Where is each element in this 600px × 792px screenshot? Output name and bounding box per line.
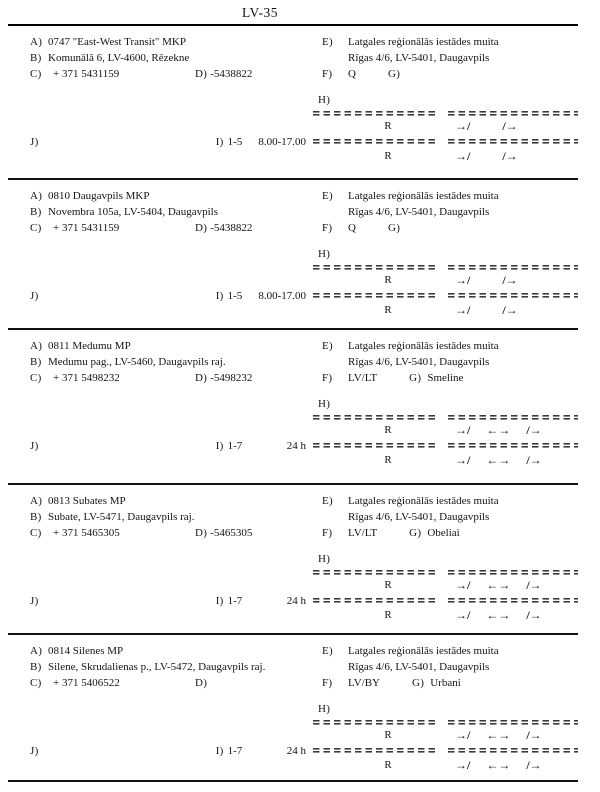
fax-number: -5498232 [210,372,253,384]
field-f-label: F) [322,222,333,234]
traffic-arrows [455,579,542,592]
authority-address: Rīgas 4/6, LV-5401, Daugavpils [348,356,490,368]
fax-group [195,222,252,235]
fax-group [195,68,252,81]
traffic-arrows [455,759,542,772]
arrow-in: /→ [526,423,542,437]
field-b-label: B) [30,356,42,368]
dashed-road-line [313,443,437,448]
dashed-road-line [313,415,437,420]
customs-post-section [0,483,600,637]
field-i-label: I) [215,595,224,607]
border-row [322,677,461,690]
field-a-label: A) [30,645,43,657]
arrow-both-ways: ←→ [486,728,511,742]
arrow-both-ways: ←→ [486,578,511,592]
field-f-label: F) [322,677,333,689]
border-code: LV/LT [348,527,378,539]
road-class-r: R [384,454,392,466]
arrow-in: /→ [502,273,518,287]
field-h-label: H) [318,398,331,410]
field-j-label: J) [30,290,39,302]
working-days: 1-7 [227,745,243,757]
border-row [322,527,460,540]
road-class-r: R [384,274,392,286]
field-f-label: F) [322,527,333,539]
post-code-name: 0747 "East-West Transit" MKP [48,36,186,48]
field-a-label: A) [30,340,43,352]
field-d-label: D) [195,372,208,384]
arrow-out: →/ [455,728,471,742]
field-g-label: G) [387,68,401,80]
field-c-label: C) [30,372,42,384]
field-i-label: I) [215,440,224,452]
field-d-label: D) [195,68,208,80]
field-i-label: I) [215,136,224,148]
dashed-road-line [448,748,578,753]
customs-post-section [0,178,600,332]
counterpart-group [388,222,406,235]
phone-number: + 371 5431159 [53,222,120,234]
field-d-label: D) [195,527,208,539]
authority-name: Latgales reģionālās iestādes muita [348,495,499,507]
page-title: LV-35 [241,5,278,20]
arrow-in: /→ [526,578,542,592]
authority-name: Latgales reģionālās iestādes muita [348,645,499,657]
field-h-label: H) [318,553,331,565]
working-hours: 8.00-17.00 [258,290,306,302]
field-c-label: C) [30,677,42,689]
post-address: Medumu pag., LV-5460, Daugavpils raj. [48,356,226,368]
dashed-road-line [448,139,578,144]
arrow-both-ways: ←→ [486,758,511,772]
road-class-r: R [384,150,392,162]
road-class-r: R [384,759,392,771]
field-a-label: A) [30,495,43,507]
traffic-arrows [455,424,542,437]
customs-post-section [0,328,600,482]
field-c-label: C) [30,527,42,539]
post-address: Komunālā 6, LV-4600, Rēzekne [48,52,190,64]
dashed-road-line [313,293,437,298]
dashed-road-line [313,720,437,725]
field-e-label: E) [322,495,333,507]
traffic-arrows [455,274,518,287]
field-e-label: E) [322,36,333,48]
arrow-in: /→ [526,728,542,742]
border-code: Q [348,222,356,234]
field-a-label: A) [30,36,43,48]
border-row [322,68,406,81]
field-e-label: E) [322,340,333,352]
arrow-both-ways: ←→ [486,453,511,467]
field-h-label: H) [318,94,331,106]
field-c-label: C) [30,68,42,80]
post-address: Silene, Skrudalienas p., LV-5472, Daugavpils raj. [48,661,266,673]
arrow-in: /→ [502,303,518,317]
fax-group [195,677,210,690]
authority-address: Rīgas 4/6, LV-5401, Daugavpils [348,661,490,673]
road-class-r: R [384,120,392,132]
field-j-label: J) [30,595,39,607]
field-b-label: B) [30,511,42,523]
dashed-road-line [448,720,578,725]
counterpart-group [409,372,463,385]
post-code-name: 0814 Silenes MP [48,645,124,657]
road-class-r: R [384,609,392,621]
field-g-label: G) [409,372,422,384]
field-b-label: B) [30,661,42,673]
traffic-arrows [455,454,542,467]
traffic-arrows [455,729,542,742]
dashed-road-line [448,265,578,270]
phone-number: + 371 5406522 [53,677,120,689]
dashed-road-line [448,111,578,116]
dashed-road-line [448,415,578,420]
field-j-label: J) [30,440,39,452]
customs-post-section [0,633,600,787]
arrow-out: →/ [455,608,471,622]
phone-number: + 371 5431159 [53,68,120,80]
field-j-label: J) [30,136,39,148]
working-hours: 24 h [286,440,306,452]
fax-number: -5438822 [210,222,253,234]
authority-name: Latgales reģionālās iestādes muita [348,340,499,352]
working-days: 1-5 [227,136,243,148]
working-hours: 24 h [286,595,306,607]
dashed-road-line [313,111,437,116]
working-days: 1-7 [227,595,243,607]
authority-name: Latgales reģionālās iestādes muita [348,36,499,48]
dashed-road-line [313,598,437,603]
dashed-road-line [448,443,578,448]
arrow-out: →/ [455,273,471,287]
arrow-in: /→ [526,758,542,772]
arrow-out: →/ [455,149,471,163]
border-row [322,222,406,235]
arrow-in: /→ [502,119,518,133]
dashed-road-line [313,265,437,270]
customs-post-section [0,24,600,178]
arrow-out: →/ [455,758,471,772]
dashed-road-line [448,293,578,298]
working-hours: 24 h [286,745,306,757]
post-code-name: 0813 Subates MP [48,495,126,507]
counterpart-office: Smeline [427,372,464,384]
field-g-label: G) [387,222,401,234]
arrow-out: →/ [455,119,471,133]
authority-address: Rīgas 4/6, LV-5401, Daugavpils [348,511,490,523]
dashed-road-line [313,139,437,144]
counterpart-group [412,677,461,690]
dashed-road-line [313,748,437,753]
field-g-label: G) [412,677,425,689]
counterpart-office: Urbani [430,677,461,689]
field-c-label: C) [30,222,42,234]
post-code-name: 0810 Daugavpils MKP [48,190,150,202]
working-hours: 8.00-17.00 [258,136,306,148]
arrow-out: →/ [455,578,471,592]
field-a-label: A) [30,190,43,202]
counterpart-group [409,527,460,540]
fax-group [195,372,252,385]
dashed-road-line [448,598,578,603]
phone-number: + 371 5465305 [53,527,120,539]
field-b-label: B) [30,52,42,64]
field-f-label: F) [322,372,333,384]
arrow-out: →/ [455,453,471,467]
post-code-name: 0811 Medumu MP [48,340,131,352]
border-code: LV/BY [348,677,380,689]
arrow-in: /→ [526,608,542,622]
border-code: LV/LT [348,372,378,384]
authority-address: Rīgas 4/6, LV-5401, Daugavpils [348,206,490,218]
arrow-both-ways: ←→ [486,608,511,622]
fax-number: -5438822 [210,68,253,80]
traffic-arrows [455,120,518,133]
dashed-road-line [313,570,437,575]
arrow-both-ways: ←→ [486,423,511,437]
dashed-road-line [448,570,578,575]
authority-address: Rīgas 4/6, LV-5401, Daugavpils [348,52,490,64]
field-d-label: D) [195,677,208,689]
traffic-arrows [455,304,518,317]
field-h-label: H) [318,703,331,715]
field-h-label: H) [318,248,331,260]
border-code: Q [348,68,356,80]
field-b-label: B) [30,206,42,218]
field-i-label: I) [215,290,224,302]
post-address: Novembra 105a, LV-5404, Daugavpils [48,206,218,218]
traffic-arrows [455,150,518,163]
field-j-label: J) [30,745,39,757]
working-days: 1-7 [227,440,243,452]
traffic-arrows [455,609,542,622]
road-class-r: R [384,579,392,591]
field-e-label: E) [322,645,333,657]
arrow-out: →/ [455,423,471,437]
post-address: Subate, LV-5471, Daugavpils raj. [48,511,195,523]
field-f-label: F) [322,68,333,80]
field-d-label: D) [195,222,208,234]
arrow-in: /→ [526,453,542,467]
arrow-out: →/ [455,303,471,317]
phone-number: + 371 5498232 [53,372,120,384]
fax-group [195,527,252,540]
working-days: 1-5 [227,290,243,302]
fax-number: -5465305 [210,527,253,539]
field-e-label: E) [322,190,333,202]
border-row [322,372,463,385]
road-class-r: R [384,729,392,741]
authority-name: Latgales reģionālās iestādes muita [348,190,499,202]
arrow-in: /→ [502,149,518,163]
counterpart-office: Obeliai [427,527,460,539]
road-class-r: R [384,424,392,436]
field-i-label: I) [215,745,224,757]
field-g-label: G) [409,527,422,539]
counterpart-group [388,68,406,81]
road-class-r: R [384,304,392,316]
